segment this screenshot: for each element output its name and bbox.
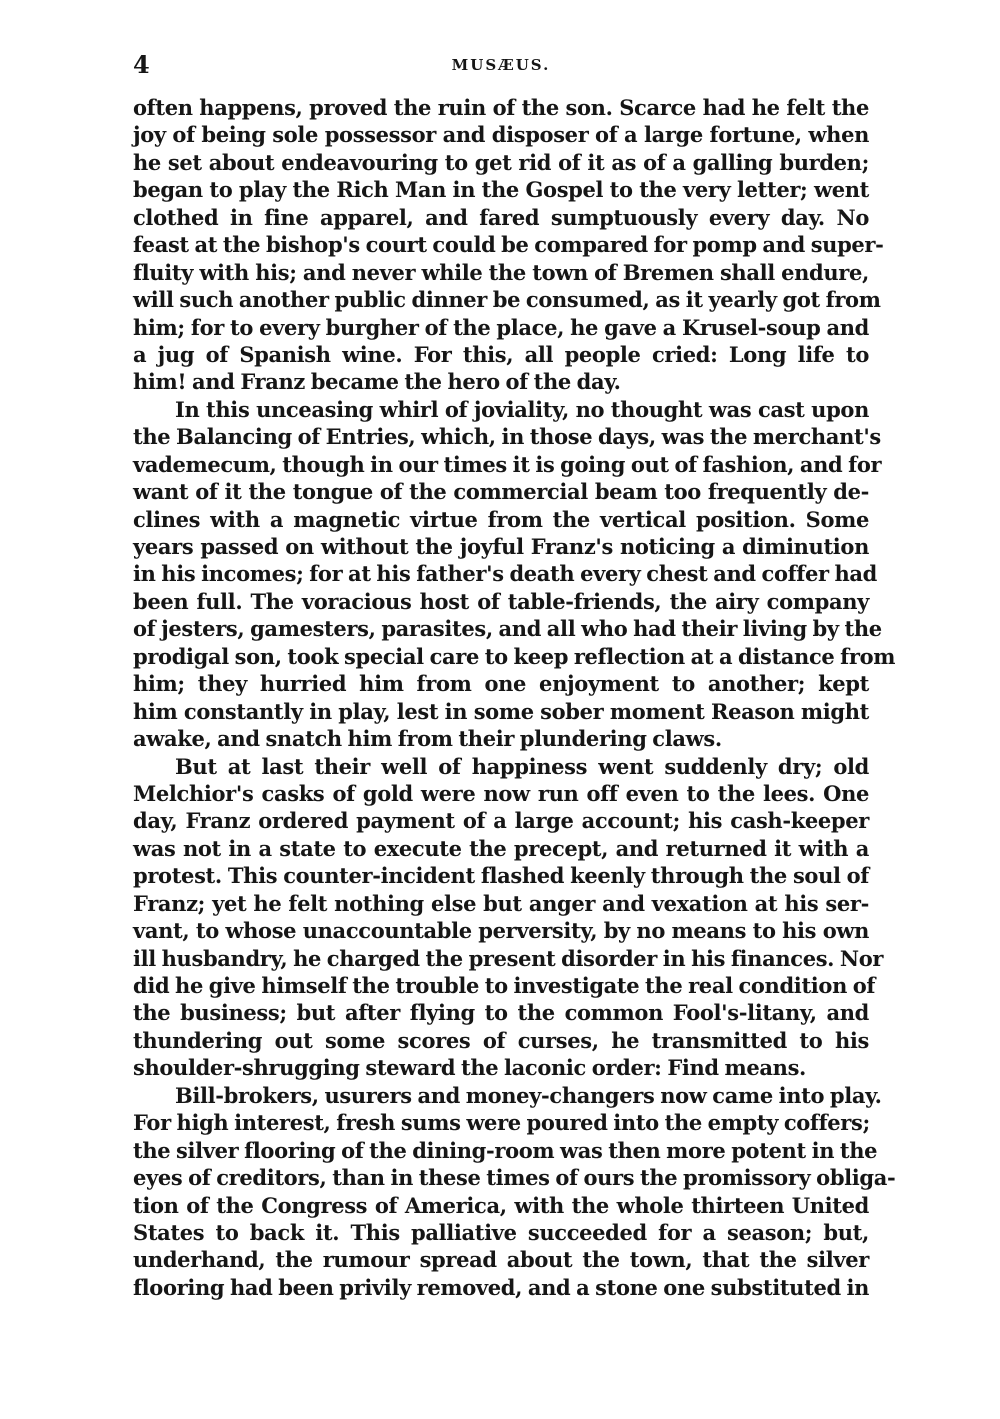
text-line: the silver flooring of the dining-room was then more potent in the [133,1137,878,1163]
text-line: vademecum, though in our times it is going out of fashion, and for [133,451,882,477]
text-line: protest. This counter-incident flashed keenly through the soul of [133,863,869,889]
text-line: underhand, the rumour spread about the town, that the silver [133,1247,869,1273]
running-head [133,50,869,82]
text-line: day, Franz ordered payment of a large account; his cash-keeper [133,808,869,834]
text-line: he set about endeavouring to get rid of it as of a galling burden; [133,149,869,175]
text-line: vant, to whose unaccountable perversity, by no means to his own [133,918,869,944]
paragraph-first-line: But at last their well of happiness went suddenly dry; old [175,753,869,779]
text-line: him; for to every burgher of the place, he gave a Krusel-soup and [133,314,869,340]
text-line: will such another public dinner be consumed, as it yearly got from [133,287,881,313]
text-line: often happens, proved the ruin of the son. Scarce had he felt the [133,95,869,120]
text-line: the business; but after flying to the common Fool's-litany, and [133,1000,869,1026]
text-line: him; they hurried him from one enjoyment to another; kept [133,671,869,697]
text-line: prodigal son, took special care to keep reflection at a distance from [133,643,896,669]
text-line: a jug of Spanish wine. For this, all people cried: Long life to [133,341,869,367]
text-line: For high interest, fresh sums were poured into the empty coffers; [133,1110,870,1136]
page-number: 4 [133,50,150,79]
text-line: years passed on without the joyful Franz's noticing a diminution [133,534,869,559]
paragraph-first-line: In this unceasing whirl of joviality, no thought was cast upon [175,396,869,422]
text-line: States to back it. This palliative succeeded for a season; but, [133,1219,869,1245]
text-line: flooring had been privily removed, and a stone one substituted in [133,1274,870,1300]
text-line: did he give himself the trouble to investigate the real condition of [133,973,876,998]
text-line: fluity with his; and never while the town of Bremen shall endure, [133,259,869,285]
body-text [133,94,896,1301]
text-line: awake, and snatch him from their plundering claws. [133,726,722,752]
text-line: eyes of creditors, than in these times of ours the promissory obliga- [133,1165,896,1191]
text-line: clothed in fine apparel, and fared sumptuously every day. No [133,204,869,230]
text-line: shoulder-shrugging steward the laconic order: Find means. [133,1055,807,1081]
text-line: joy of being sole possessor and disposer of a large fortune, when [133,122,869,148]
text-line: the Balancing of Entries, which, in those days, was the merchant's [133,424,881,450]
text-line: tion of the Congress of America, with the whole thirteen United [133,1192,869,1218]
text-line: in his incomes; for at his father's death every chest and coffer had [133,561,877,587]
text-line: him constantly in play, lest in some sober moment Reason might [133,698,869,724]
text-line: of jesters, gamesters, parasites, and all who had their living by the [133,616,882,642]
text-line: him! and Franz became the hero of the day. [133,369,621,395]
text-line: clines with a magnetic virtue from the vertical position. Some [133,506,869,532]
text-line: been full. The voracious host of table-friends, the airy company [133,588,869,614]
text-line: thundering out some scores of curses, he transmitted to his [133,1027,869,1053]
text-line: began to play the Rich Man in the Gospel to the very letter; went [133,177,869,203]
paragraph-first-line: Bill-brokers, usurers and money-changers now came into play. [175,1082,882,1108]
running-title: MUSÆUS. [451,56,551,74]
text-line: ill husbandry, he charged the present disorder in his finances. Nor [133,945,884,971]
text-line: want of it the tongue of the commercial beam too frequently de- [133,479,869,505]
text-line: Melchior's casks of gold were now run off even to the lees. One [133,780,869,806]
text-line: Franz; yet he felt nothing else but anger and vexation at his ser- [133,890,869,916]
text-line: was not in a state to execute the precept, and returned it with a [133,835,869,861]
text-line: feast at the bishop's court could be compared for pomp and super- [133,232,884,258]
